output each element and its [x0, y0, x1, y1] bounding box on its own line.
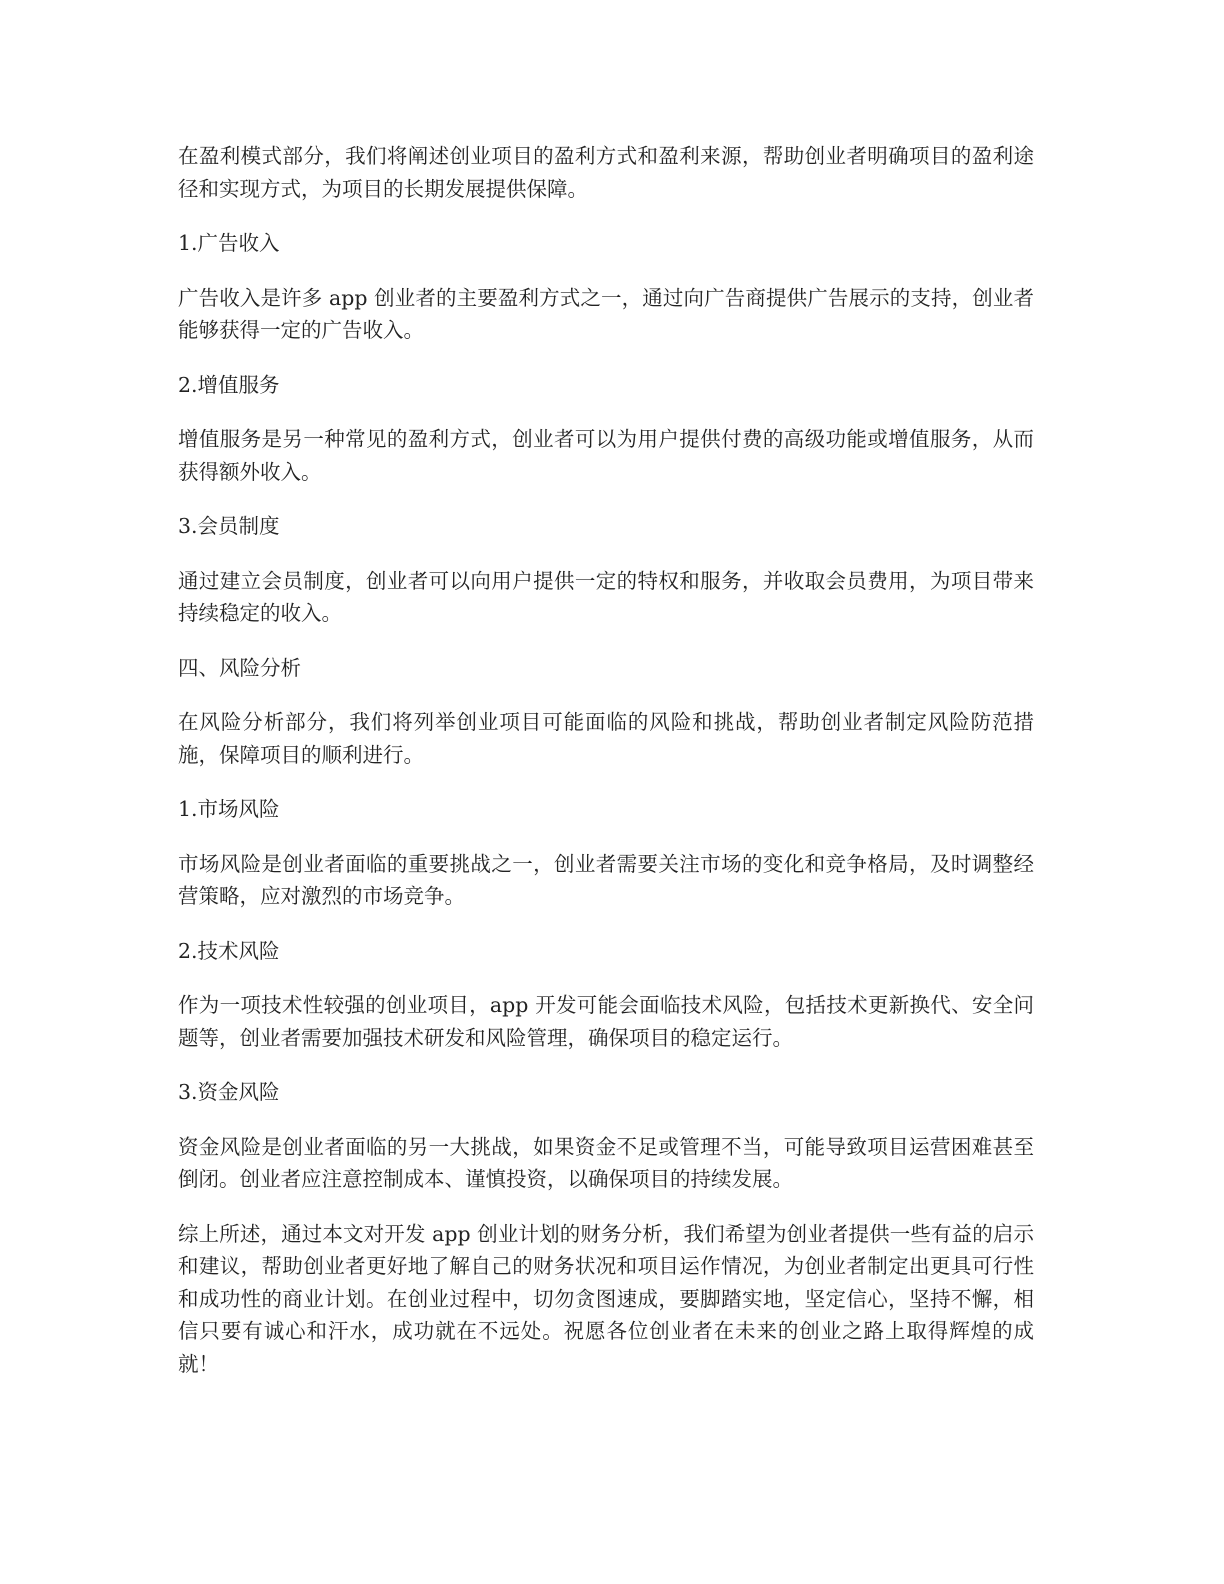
- paragraph-funding-risk: 资金风险是创业者面临的另一大挑战，如果资金不足或管理不当，可能导致项目运营困难甚至倒闭。创业者应注意控制成本、谨慎投资，以确保项目的持续发展。: [178, 1134, 1034, 1191]
- paragraph-membership: 通过建立会员制度，创业者可以向用户提供一定的特权和服务，并收取会员费用，为项目带来持续稳定的收入。: [178, 568, 1034, 625]
- paragraph-conclusion: 综上所述，通过本文对开发 app 创业计划的财务分析，我们希望为创业者提供一些有益的启示和建议，帮助创业者更好地了解自己的财务状况和项目运作情况，为创业者制定出更具可行性和成功性的商业计划。在创业过程中，切勿贪图速成，要脚踏实地，坚定信心，坚持不懈，相信只要有诚心和汗水，成功就在不远处。祝愿各位创业者在未来的创业之路上取得辉煌的成就！: [178, 1221, 1034, 1376]
- paragraph-profit-model-intro: 在盈利模式部分，我们将阐述创业项目的盈利方式和盈利来源，帮助创业者明确项目的盈利途径和实现方式，为项目的长期发展提供保障。: [178, 144, 1034, 201]
- heading-ad-revenue: 1.广告收入: [178, 231, 280, 255]
- paragraph-risk-analysis-intro: 在风险分析部分，我们将列举创业项目可能面临的风险和挑战，帮助创业者制定风险防范措施，保障项目的顺利进行。: [178, 710, 1034, 767]
- heading-funding-risk: 3.资金风险: [178, 1080, 280, 1104]
- heading-market-risk: 1.市场风险: [178, 797, 280, 821]
- heading-risk-analysis: 四、风险分析: [178, 655, 301, 680]
- paragraph-technical-risk: 作为一项技术性较强的创业项目，app 开发可能会面临技术风险，包括技术更新换代、安全问题等，创业者需要加强技术研发和风险管理，确保项目的稳定运行。: [178, 993, 1034, 1050]
- heading-value-added-services: 2.增值服务: [178, 372, 280, 397]
- heading-membership: 3.会员制度: [178, 514, 280, 538]
- paragraph-market-risk: 市场风险是创业者面临的重要挑战之一，创业者需要关注市场的变化和竞争格局，及时调整经营策略，应对激烈的市场竞争。: [178, 851, 1034, 908]
- heading-technical-risk: 2.技术风险: [178, 938, 280, 963]
- paragraph-value-added-services: 增值服务是另一种常见的盈利方式，创业者可以为用户提供付费的高级功能或增值服务，从而获得额外收入。: [178, 427, 1034, 484]
- document-page: [178, 140, 1034, 1402]
- paragraph-ad-revenue: 广告收入是许多 app 创业者的主要盈利方式之一，通过向广告商提供广告展示的支持，创业者能够获得一定的广告收入。: [178, 285, 1034, 342]
